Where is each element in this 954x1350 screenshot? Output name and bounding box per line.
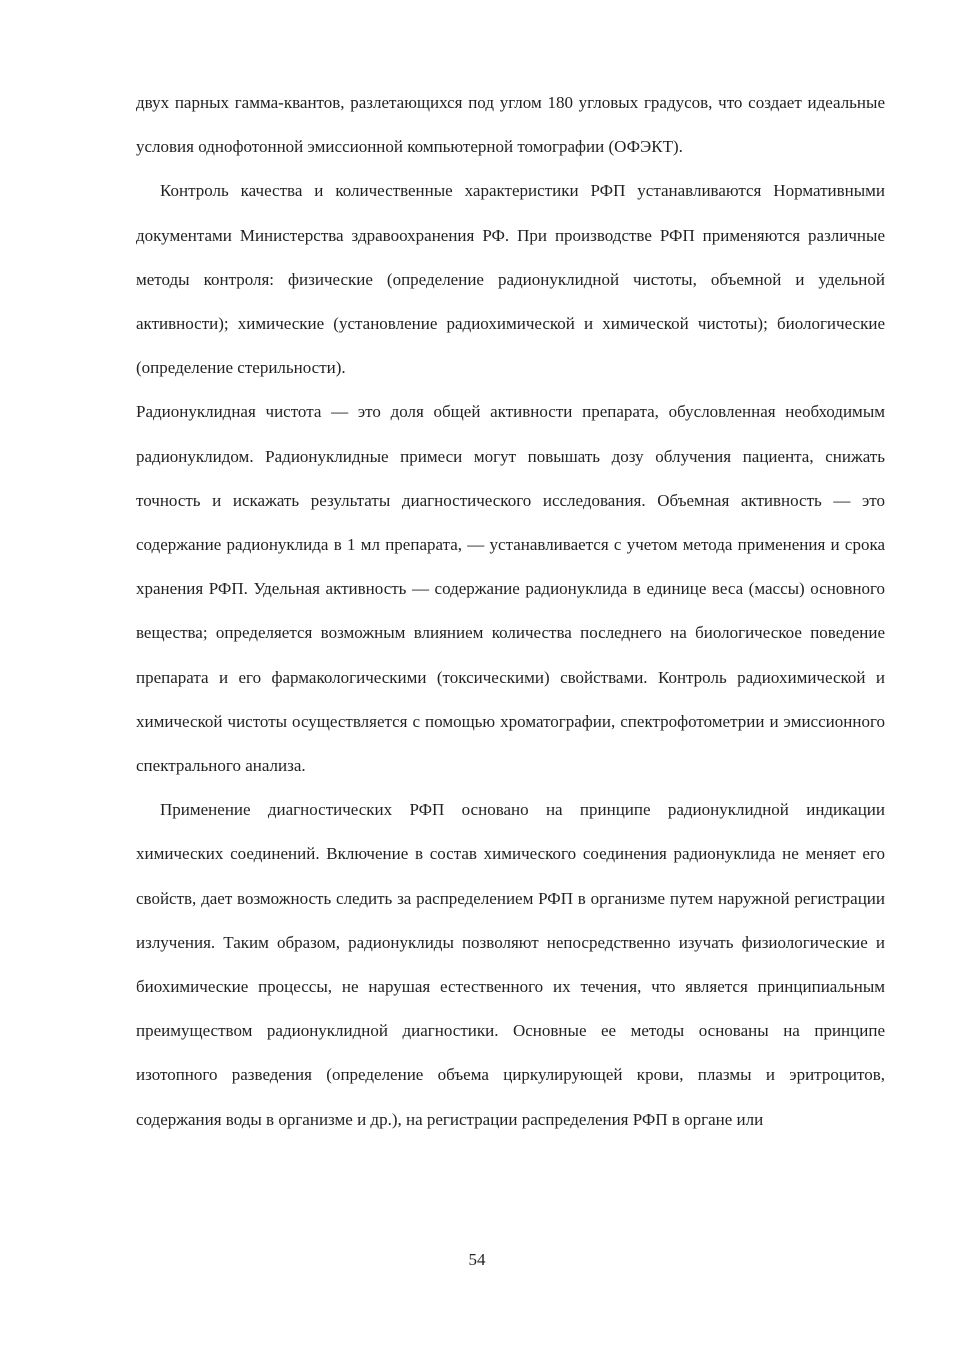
paragraph-1: двух парных гамма-квантов, разлетающихся под углом 180 угловых градусов, что создает идеальные условия однофотонной эмиссионной компьютерной томографии (ОФЭКТ). [136,93,885,157]
page-number: 54 [468,1250,486,1269]
paragraph-4: Применение диагностических РФП основано на принципе радионуклидной индикации химических соединений. Включение в состав химического соединения радионуклида не меняет его свойств, дает возможность следить за распределением РФП в организме путем наружной регистрации излучения. Таким образом, радионуклиды позволяют непосредственно изучать физиологические и биохимические процессы, не нарушая естественного их течения, что является принципиальным преимуществом радионуклидной диагностики. Основные ее методы основаны на принципе изотопного разведения (определение объема циркулирующей крови, плазмы и эритроцитов, содержания воды в организме и др.), на регистрации распределения РФП в органе или [136,800,885,1129]
paragraph-2: Контроль качества и количественные характеристики РФП устанавливаются Нормативными документами Министерства здравоохранения РФ. При производстве РФП применяются различные методы контроля: физические (определение радионуклидной чистоты, объемной и удельной активности); химические (установление радиохимической и химической чистоты); биологические (определение стерильности). [136,181,885,378]
body-text [136,81,885,1142]
paragraph-3: Радионуклидная чистота — это доля общей активности препарата, обусловленная необходимым радионуклидом. Радионуклидные примеси могут повышать дозу облучения пациента, снижать точность и искажать результаты диагностического исследования. Объемная активность — это содержание радионуклида в 1 мл препарата, — устанавливается с учетом метода применения и срока хранения РФП. Удельная активность — содержание радионуклида в единице веса (массы) основного вещества; определяется возможным влиянием количества последнего на биологическое поведение препарата и его фармакологическими (токсическими) свойствами. Контроль радиохимической и химической чистоты осуществляется с помощью хроматографии, спектрофотометрии и эмиссионного спектрального анализа. [136,402,885,776]
